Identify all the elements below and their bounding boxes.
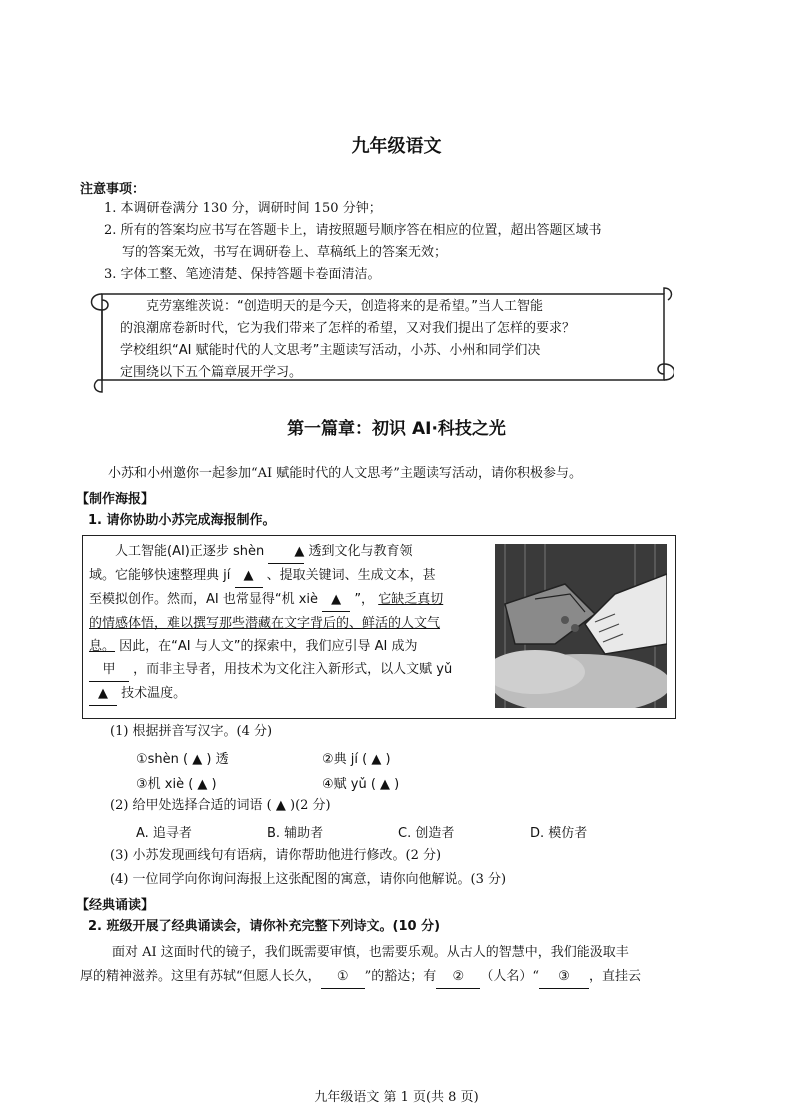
subquestion-2: (2) 给甲处选择合适的词语 ( ▲ )(2 分) (110, 798, 331, 813)
robot-human-handshake-icon (495, 544, 667, 708)
notice-item: 3. 字体工整、笔迹清楚、保持答题卡卷面清洁。 (104, 267, 381, 282)
answer-blank: ② (436, 966, 480, 989)
q2-paragraph-line (80, 966, 700, 989)
poster-text-span: 技术温度。 (121, 686, 187, 701)
answer-blank: ▲ (268, 540, 304, 564)
notice-item: 写的答案无效，书写在调研卷上、草稿纸上的答案无效； (122, 245, 448, 260)
choice-option: B. 辅助者 (267, 826, 324, 841)
intro-line: 学校组织“AI 赋能时代的人文思考”主题读写活动，小苏、小州和同学们决 (120, 343, 541, 358)
intro-line: 克劳塞维茨说：“创造明天的是今天，创造将来的是希望。”当人工智能 (146, 299, 543, 314)
q2-text-span: （人名）“ (480, 969, 539, 984)
question-1: 1. 请你协助小苏完成海报制作。 (88, 513, 276, 528)
underlined-sentence: 的情感体悟，难以撰写那些潜藏在文字背后的、鲜活的人文气 (89, 616, 441, 631)
subquestion-4: (4) 一位同学向你询问海报上这张配图的寓意，请你向他解说。(3 分) (110, 872, 507, 887)
page-title: 九年级语文 (351, 136, 442, 157)
notice-item: 2. 所有的答案均应书写在答题卡上，请按照题号顺序答在相应的位置，超出答题区域书 (104, 223, 602, 238)
poster-box (82, 535, 676, 719)
poster-text-span: 至模拟创作。然而，AI 也常显得“机 xiè (89, 592, 319, 607)
poster-text-span: ，而非主导者，用技术为文化注入新形式，以人文赋 yǔ (133, 662, 453, 677)
pinyin-item: ②典 jí ( ▲ ) (322, 752, 391, 767)
poster-handshake-image (495, 544, 667, 708)
notice-item: 1. 本调研卷满分 130 分，调研时间 150 分钟； (104, 201, 382, 216)
page-footer: 九年级语文 第 1 页(共 8 页) (314, 1090, 479, 1105)
poster-text-span: 因此，在“AI 与人文”的探索中，我们应引导 AI 成为 (119, 639, 418, 654)
q2-text-span: ，直挂云 (588, 969, 641, 984)
intro-text (120, 296, 660, 384)
lead-paragraph: 小苏和小州邀你一起参加“AI 赋能时代的人文思考”主题读写活动，请你积极参与。 (108, 466, 582, 481)
subquestion-1: (1) 根据拼音写汉字。(4 分) (110, 724, 273, 739)
answer-blank: 甲 (89, 658, 129, 682)
pinyin-item: ③机 xiè ( ▲ ) (136, 777, 217, 792)
notice-heading: 注意事项： (80, 182, 146, 197)
q2-text-span: ”的豁达；有 (364, 969, 437, 984)
q2-paragraph-line: 面对 AI 这面时代的镜子，我们既需要审慎，也需要乐观。从古人的智慧中，我们能汲取丰 (112, 945, 629, 960)
poster-text-span: ”， (354, 592, 375, 607)
poster-text (89, 540, 489, 706)
poster-text-span: 人工智能(AI)正逐步 shèn (115, 544, 265, 559)
underlined-sentence: 它缺乏真切 (378, 592, 444, 607)
chapter-title: 第一篇章：初识 AI·科技之光 (287, 419, 506, 439)
pinyin-item: ①shèn ( ▲ ) 透 (136, 752, 229, 767)
choice-option: C. 创造者 (398, 826, 455, 841)
choice-option: D. 模仿者 (530, 826, 588, 841)
answer-blank: ▲ (235, 564, 263, 588)
poster-text-span: 透到文化与教育领 (308, 544, 413, 559)
q2-text-span: 厚的精神滋养。这里有苏轼“但愿人长久， (80, 969, 321, 984)
answer-blank: ① (321, 966, 365, 989)
poster-text-span: 、提取关键词、生成文本，甚 (266, 568, 436, 583)
answer-blank: ③ (539, 966, 589, 989)
answer-blank: ▲ (322, 588, 350, 612)
section-heading: 【制作海报】 (76, 492, 155, 507)
answer-blank: ▲ (89, 682, 117, 706)
choice-option: A. 追寻者 (136, 826, 192, 841)
subquestion-3: (3) 小苏发现画线句有语病，请你帮助他进行修改。(2 分) (110, 848, 442, 863)
underlined-sentence: 息。 (89, 639, 116, 654)
intro-line: 定围绕以下五个篇章展开学习。 (120, 365, 303, 380)
pinyin-item: ④赋 yǔ ( ▲ ) (322, 777, 400, 792)
poster-text-span: 域。它能够快速整理典 jí (89, 568, 231, 583)
section-heading: 【经典诵读】 (76, 898, 155, 913)
intro-line: 的浪潮席卷新时代，它为我们带来了怎样的希望，又对我们提出了怎样的要求？ (120, 321, 576, 336)
question-2: 2. 班级开展了经典诵读会，请你补充完整下列诗文。(10 分) (88, 919, 441, 934)
intro-scroll-box (84, 284, 674, 396)
